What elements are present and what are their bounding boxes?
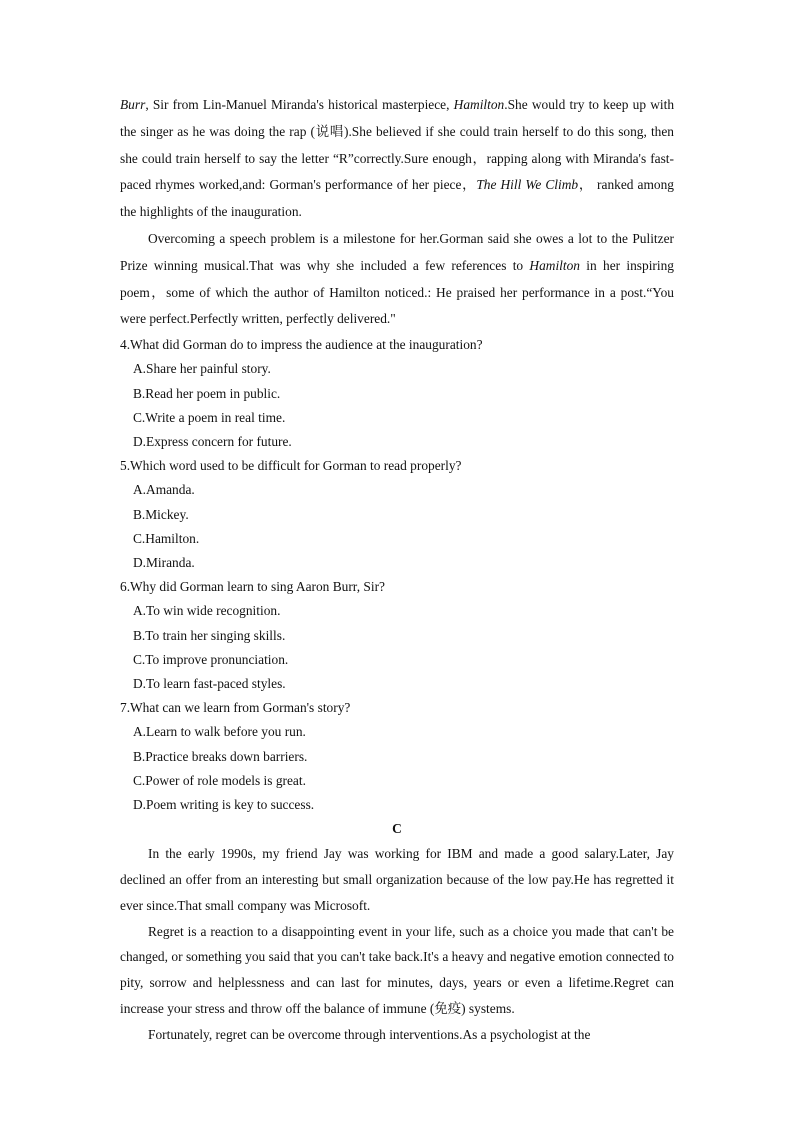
question-stem: 6.Why did Gorman learn to sing Aaron Burr, Sir? [120, 579, 385, 595]
answer-option: A.To win wide recognition. [133, 603, 281, 619]
question-stem: 5.Which word used to be difficult for Gorman to read properly? [120, 458, 462, 474]
question-stem: 7.What can we learn from Gorman's story? [120, 700, 351, 716]
passage-c-paragraph-3: Fortunately, regret can be overcome through interventions.As a psychologist at the [148, 1026, 591, 1042]
answer-option: C.Hamilton. [133, 530, 200, 546]
section-heading: C [392, 821, 402, 837]
answer-option: C.Write a poem in real time. [133, 409, 286, 425]
answer-option: A.Share her painful story. [133, 361, 271, 377]
question-6 [120, 575, 674, 696]
question-stem: 4.What did Gorman do to impress the audience at the inauguration? [120, 337, 483, 353]
answer-option: B.Read her poem in public. [133, 385, 281, 401]
answer-option: A.Learn to walk before you run. [133, 724, 306, 740]
page-content [120, 92, 674, 1048]
answer-option: C.Power of role models is great. [133, 772, 306, 788]
answer-option: D.To learn fast-paced styles. [133, 676, 286, 692]
answer-option: B.Mickey. [133, 506, 189, 522]
answer-option: A.Amanda. [133, 482, 195, 498]
passage-b-paragraph-1: Burr, Sir from Lin-Manuel Miranda's historical masterpiece, Hamilton.She would try to keep up with the singer as he was doing the rap (说唱).She believed if she could train herself to do this song, then she could train herself to say the letter “R”correctly.Sure enough，rapping along with Miranda's fast-paced rhymes worked,and: Gorman's performance of her piece，The Hill We Climb， ranked among the highlights of the inauguration. [120, 97, 675, 220]
passage-b-paragraph-2: Overcoming a speech problem is a milestone for her.Gorman said she owes a lot to the Pulitzer Prize winning musical.That was why she included a few references to Hamilton in her inspiring poem，some of which the author of Hamilton noticed.: He praised her performance in a post.“You were perfect.Perfectly written, perfectly delivered." [120, 230, 674, 327]
question-4 [120, 333, 674, 454]
question-5 [120, 454, 674, 575]
question-7 [120, 696, 674, 817]
answer-option: D.Poem writing is key to success. [133, 797, 315, 813]
answer-option: C.To improve pronunciation. [133, 651, 289, 667]
answer-option: D.Express concern for future. [133, 433, 292, 449]
musical-title-hamilton: Hamilton [529, 257, 580, 273]
passage-c-paragraph-1: In the early 1990s, my friend Jay was working for IBM and made a good salary.Later, Jay declined an offer from an interesting but small organization because of the low pay.He has regretted it ever since.That small company was Microsoft. [120, 846, 674, 913]
song-title-burr: Burr [120, 97, 146, 112]
passage-c-paragraph-2: Regret is a reaction to a disappointing event in your life, such as a choice you made that can't be changed, or something you said that you can't take back.It's a heavy and negative emotion connected to pity, sorrow and helplessness and can last for minutes, days, years or even a lifetime.Regret can increase your stress and throw off the balance of immune (免疫) systems. [120, 923, 674, 1017]
musical-title-hamilton: Hamilton [453, 97, 505, 112]
answer-option: B.To train her singing skills. [133, 627, 286, 643]
answer-option: B.Practice breaks down barriers. [133, 748, 308, 764]
answer-option: D.Miranda. [133, 555, 195, 570]
poem-title: The Hill We Climb [476, 177, 579, 193]
